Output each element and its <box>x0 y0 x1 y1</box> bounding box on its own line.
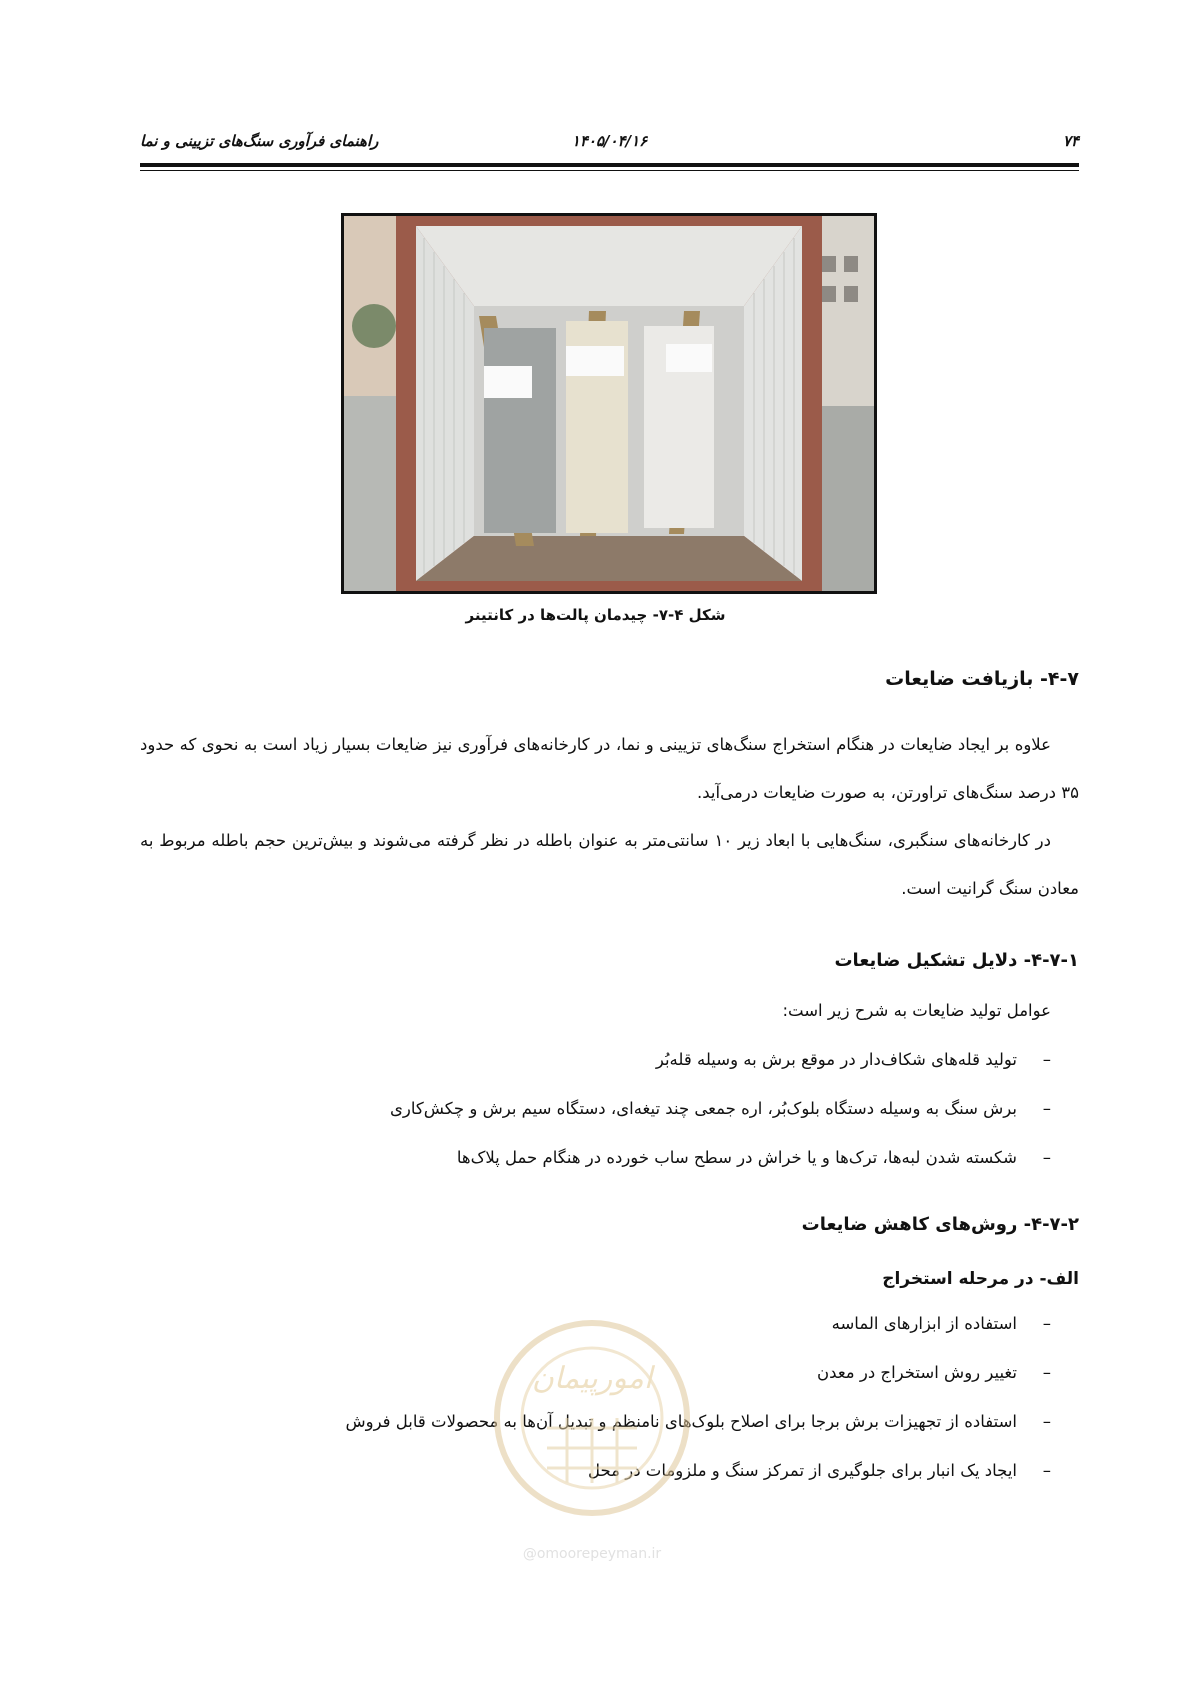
list-item: – ایجاد یک انبار برای جلوگیری از تمرکز سنگ و ملزومات در محل <box>140 1446 1079 1495</box>
section-body <box>140 721 1079 913</box>
list-item: – تغییر روش استخراج در معدن <box>140 1348 1079 1397</box>
section-heading-wrap <box>140 668 1079 690</box>
list-item: – استفاده از تجهیزات برش برجا برای اصلاح بلوک‌های نامنظم و تبدیل آن‌ها به محصولات قابل فروش <box>140 1397 1079 1446</box>
causes-list <box>140 1035 1079 1182</box>
paragraph-2: در کارخانه‌های سنگبری، سنگ‌هایی با ابعاد زیر ۱۰ سانتی‌متر به عنوان باطله در نظر گرفته می‌شوند و بیش‌ترین حجم باطله مربوط به معادن سنگ گرانیت است. <box>140 831 1079 898</box>
list-item: – تولید قله‌های شکاف‌دار در موقع برش به وسیله قله‌بُر <box>140 1035 1079 1084</box>
figure-caption: شکل ۴-۷- چیدمان پالت‌ها در کانتینر <box>465 606 726 624</box>
subsection-2-heading: ۴-۷-۲- روش‌های کاهش ضایعات <box>801 1214 1079 1235</box>
container-photo <box>341 213 877 594</box>
list-item: – استفاده از ابزارهای الماسه <box>140 1299 1079 1348</box>
watermark-logo-text: امورپیمان <box>531 1361 653 1396</box>
header-date: ۱۴۰۵/۰۴/۱۶ <box>571 132 648 150</box>
subsection-2-subheading: الف- در مرحله استخراج <box>882 1269 1079 1289</box>
page-header <box>140 128 1079 168</box>
subsection-1-heading: ۴-۷-۱- دلایل تشکیل ضایعات <box>834 950 1079 971</box>
header-title: راهنمای فرآوری سنگ‌های تزیینی و نما <box>140 132 379 150</box>
header-rule-thin <box>140 170 1079 171</box>
paragraph-1: علاوه بر ایجاد ضایعات در هنگام استخراج سنگ‌های تزیینی و نما، در کارخانه‌های فرآوری نیز ضایعات بسیار زیاد است به نحوی که حدود ۳۵ درصد سنگ‌های تراورتن، به صورت ضایعات درمی‌آید. <box>140 735 1079 802</box>
subsection-1 <box>140 950 1079 1182</box>
watermark-url: @omoorepeyman.ir <box>522 1546 662 1562</box>
list-item: – شکسته شدن لبه‌ها، ترک‌ها و یا خراش در سطح ساب خورده در هنگام حمل پلاک‌ها <box>140 1133 1079 1182</box>
watermark-logo <box>487 1318 697 1578</box>
header-rule-thick <box>140 163 1079 167</box>
page-number: ۷۴ <box>1062 132 1079 150</box>
subsection-1-intro: عوامل تولید ضایعات به شرح زیر است: <box>782 1001 1051 1020</box>
list-item: – برش سنگ به وسیله دستگاه بلوک‌بُر، اره جمعی چند تیغه‌ای، دستگاه سیم برش و چکش‌کاری <box>140 1084 1079 1133</box>
section-heading: ۴-۷- بازیافت ضایعات <box>885 668 1079 690</box>
